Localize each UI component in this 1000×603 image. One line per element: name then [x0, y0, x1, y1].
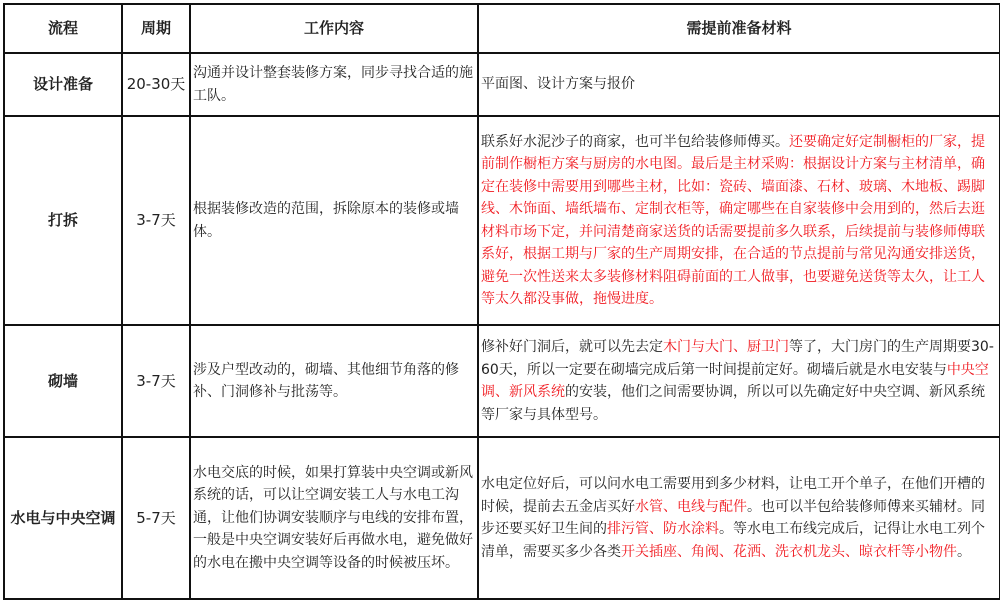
materials-highlight: 还要确定好定制橱柜的厂家，提前制作橱柜方案与厨房的水电图。最后是主材采购：根据设计方案与主材清单，确定在装修中需要用到哪些主材，比如：瓷砖、墙面漆、石材、玻璃、木地板、踢脚线、木饰面、墙纸墙布、定制衣柜等，确定哪些在自家装修中会用到的，然后去逛材料市场下定，并问清楚商家送货的话需要提前多久联系，后续提前与装修师傅联系好，根据工期与厂家的生产周期安排，在合适的节点提前与常见沟通安排送货，避免一次性送来太多装修材料阻碍前面的工人做事，也要避免送货等太久，让工人等太久都没事做，拖慢进度。: [481, 133, 985, 307]
work-cell: 水电交底的时候，如果打算装中央空调或新风系统的话，可以让空调安装工人与水电工沟通，让他们协调安装顺序与电线的安排布置，一般是中央空调安装好后再做水电，避免做好的水电在搬中央空调等设备的时候被压坏。: [190, 437, 478, 599]
period-cell: 3-7天: [122, 325, 190, 437]
stage-cell: 设计准备: [4, 53, 122, 116]
header-stage: 流程: [4, 4, 122, 53]
materials-text: 等了，大门房门的生产周期要30-60天，所以一定要在砌墙完成后第一时间提前定好。砌墙后就是水电安装与: [481, 339, 994, 378]
period-cell: 5-7天: [122, 437, 190, 599]
period-cell: 3-7天: [122, 116, 190, 325]
work-cell: 涉及户型改动的，砌墙、其他细节角落的修补、门洞修补与批荡等。: [190, 325, 478, 437]
materials-cell: [478, 53, 1000, 116]
materials-text: 的安装，他们之间需要协调，所以可以先确定好中央空调、新风系统等厂家与具体型号。: [481, 384, 985, 423]
stage-cell: 打拆: [4, 116, 122, 325]
materials-cell: [478, 116, 1000, 325]
materials-text: 水电定位好后，可以问水电工需要用到多少材料，让电工开个单子，在他们开槽的时候，提前去五金店买好: [481, 476, 985, 515]
header-period: 周期: [122, 4, 190, 53]
materials-text: 平面图、设计方案与报价: [481, 76, 635, 93]
header-row: [4, 4, 1000, 53]
materials-highlight: 中央空调、新风系统: [481, 361, 989, 400]
table-row: [4, 53, 1000, 116]
materials-cell: [478, 437, 1000, 599]
table-row: [4, 116, 1000, 325]
stage-cell: 水电与中央空调: [4, 437, 122, 599]
materials-highlight: 排污管、防水涂料: [607, 521, 719, 537]
materials-text: 。也可以半包给装修师傅来买辅材。同步还要买好卫生间的: [481, 498, 985, 537]
work-cell: 根据装修改造的范围，拆除原本的装修或墙体。: [190, 116, 478, 325]
renovation-process-table: [3, 3, 1000, 600]
materials-text: 。: [957, 543, 971, 560]
table-row: [4, 437, 1000, 599]
materials-highlight: 水管、电线与配件: [635, 498, 747, 515]
materials-text: 联系好水泥沙子的商家，也可半包给装修师傅买。: [481, 133, 789, 150]
header-work: 工作内容: [190, 4, 478, 53]
stage-cell: 砌墙: [4, 325, 122, 437]
period-cell: 20-30天: [122, 53, 190, 116]
work-cell: 沟通并设计整套装修方案，同步寻找合适的施工队。: [190, 53, 478, 116]
table-row: [4, 325, 1000, 437]
header-materials: 需提前准备材料: [478, 4, 1000, 53]
materials-highlight: 木门与大门、厨卫门: [663, 339, 789, 355]
materials-text: 修补好门洞后，就可以先去定: [481, 339, 663, 355]
materials-highlight: 开关插座、角阀、花洒、洗衣机龙头、晾衣杆等小物件: [621, 543, 957, 560]
materials-text: 。等水电工布线完成后，记得让水电工列个清单，需要买多少各类: [481, 521, 985, 560]
materials-cell: [478, 325, 1000, 437]
